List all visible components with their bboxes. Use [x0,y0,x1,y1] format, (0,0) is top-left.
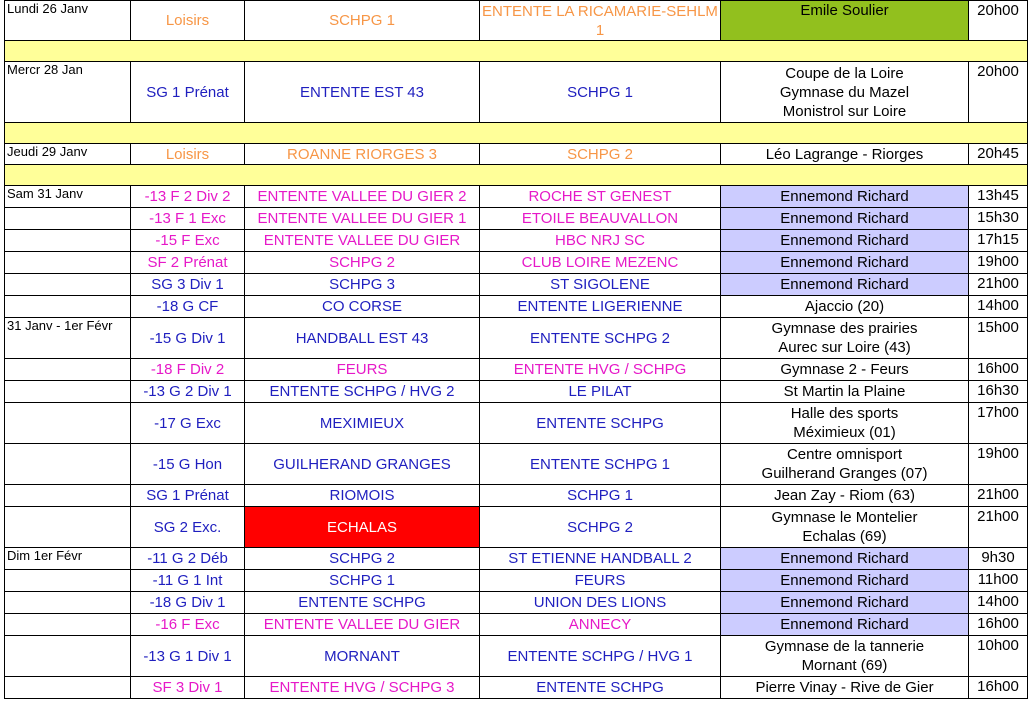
date-cell [5,485,131,507]
category-cell: -13 G 1 Div 1 [131,636,245,677]
home-team-cell: ENTENTE HVG / SCHPG 3 [245,677,480,699]
table-row [5,62,1028,123]
date-cell [5,614,131,636]
venue-cell: Ennemond Richard [721,548,969,570]
time-cell: 20h00 [969,1,1028,41]
table-row [5,507,1028,548]
venue-cell: Ennemond Richard [721,570,969,592]
away-team-cell: LE PILAT [480,381,721,403]
time-cell: 14h00 [969,296,1028,318]
table-row [5,359,1028,381]
venue-cell: Gymnase de la tannerie Mornant (69) [721,636,969,677]
table-row [5,570,1028,592]
home-team-cell: MORNANT [245,636,480,677]
home-team-cell: HANDBALL EST 43 [245,318,480,359]
home-team-cell: ROANNE RIORGES 3 [245,144,480,165]
separator-row [5,123,1028,144]
date-cell [5,636,131,677]
time-cell: 17h15 [969,230,1028,252]
venue-cell: Gymnase le Montelier Echalas (69) [721,507,969,548]
home-team-cell: ENTENTE VALLEE DU GIER [245,230,480,252]
separator-cell [5,123,1028,144]
venue-cell: Gymnase 2 - Feurs [721,359,969,381]
home-team-cell: FEURS [245,359,480,381]
separator-row [5,165,1028,186]
home-team-cell: SCHPG 3 [245,274,480,296]
category-cell: -18 G CF [131,296,245,318]
table-row [5,636,1028,677]
venue-cell: Ennemond Richard [721,208,969,230]
home-team-cell: GUILHERAND GRANGES [245,444,480,485]
time-cell: 19h00 [969,444,1028,485]
table-row [5,444,1028,485]
away-team-cell: CLUB LOIRE MEZENC [480,252,721,274]
category-cell: -11 G 1 Int [131,570,245,592]
venue-cell: Coupe de la Loire Gymnase du Mazel Monistrol sur Loire [721,62,969,123]
separator-row [5,41,1028,62]
table-row [5,252,1028,274]
category-cell: SG 3 Div 1 [131,274,245,296]
away-team-cell: FEURS [480,570,721,592]
venue-cell: Jean Zay - Riom (63) [721,485,969,507]
table-row [5,677,1028,699]
venue-cell: Gymnase des prairies Aurec sur Loire (43) [721,318,969,359]
table-row [5,318,1028,359]
time-cell: 21h00 [969,485,1028,507]
home-team-cell: ENTENTE SCHPG [245,592,480,614]
time-cell: 17h00 [969,403,1028,444]
date-cell [5,208,131,230]
category-cell: SG 1 Prénat [131,485,245,507]
time-cell: 15h30 [969,208,1028,230]
home-team-cell: ENTENTE VALLEE DU GIER [245,614,480,636]
away-team-cell: ANNECY [480,614,721,636]
category-cell: Loisirs [131,1,245,41]
separator-cell [5,165,1028,186]
table-row [5,296,1028,318]
venue-cell: Ennemond Richard [721,274,969,296]
venue-cell: Centre omnisport Guilherand Granges (07) [721,444,969,485]
category-cell: SF 3 Div 1 [131,677,245,699]
venue-cell: Ennemond Richard [721,252,969,274]
table-row [5,592,1028,614]
category-cell: SG 1 Prénat [131,62,245,123]
home-team-cell: SCHPG 2 [245,548,480,570]
table-row [5,186,1028,208]
date-cell: Jeudi 29 Janv [5,144,131,165]
venue-cell: Pierre Vinay - Rive de Gier [721,677,969,699]
away-team-cell: ENTENTE SCHPG 1 [480,444,721,485]
away-team-cell: ENTENTE SCHPG [480,403,721,444]
away-team-cell: ENTENTE SCHPG [480,677,721,699]
time-cell: 10h00 [969,636,1028,677]
away-team-cell: ST SIGOLENE [480,274,721,296]
venue-cell: Léo Lagrange - Riorges [721,144,969,165]
time-cell: 20h00 [969,62,1028,123]
table-row [5,208,1028,230]
away-team-cell: ENTENTE LA RICAMARIE-SEHLM 1 [480,1,721,41]
time-cell: 20h45 [969,144,1028,165]
time-cell: 9h30 [969,548,1028,570]
category-cell: -16 F Exc [131,614,245,636]
time-cell: 11h00 [969,570,1028,592]
home-team-cell: SCHPG 1 [245,1,480,41]
venue-cell: Ennemond Richard [721,592,969,614]
away-team-cell: ROCHE ST GENEST [480,186,721,208]
date-cell [5,252,131,274]
date-cell: Sam 31 Janv [5,186,131,208]
table-row [5,274,1028,296]
time-cell: 15h00 [969,318,1028,359]
home-team-cell: ENTENTE EST 43 [245,62,480,123]
date-cell: Dim 1er Févr [5,548,131,570]
away-team-cell: ETOILE BEAUVALLON [480,208,721,230]
table-row [5,403,1028,444]
time-cell: 16h00 [969,677,1028,699]
table-row [5,614,1028,636]
category-cell: -13 F 1 Exc [131,208,245,230]
away-team-cell: ENTENTE SCHPG 2 [480,318,721,359]
venue-cell: St Martin la Plaine [721,381,969,403]
time-cell: 16h30 [969,381,1028,403]
date-cell [5,274,131,296]
time-cell: 14h00 [969,592,1028,614]
home-team-cell: ENTENTE VALLEE DU GIER 2 [245,186,480,208]
match-schedule-table [4,0,1028,699]
date-cell [5,359,131,381]
category-cell: -18 G Div 1 [131,592,245,614]
date-cell [5,444,131,485]
category-cell: -17 G Exc [131,403,245,444]
date-cell [5,381,131,403]
table-row [5,485,1028,507]
category-cell: -15 G Div 1 [131,318,245,359]
category-cell: -11 G 2 Déb [131,548,245,570]
home-team-cell: SCHPG 2 [245,252,480,274]
category-cell: -15 G Hon [131,444,245,485]
time-cell: 21h00 [969,274,1028,296]
separator-cell [5,41,1028,62]
away-team-cell: ENTENTE SCHPG / HVG 1 [480,636,721,677]
time-cell: 19h00 [969,252,1028,274]
category-cell: -13 F 2 Div 2 [131,186,245,208]
home-team-cell: CO CORSE [245,296,480,318]
date-cell: Mercr 28 Jan [5,62,131,123]
away-team-cell: ENTENTE HVG / SCHPG [480,359,721,381]
home-team-cell: SCHPG 1 [245,570,480,592]
date-cell [5,403,131,444]
venue-cell: Ennemond Richard [721,186,969,208]
category-cell: -18 F Div 2 [131,359,245,381]
away-team-cell: UNION DES LIONS [480,592,721,614]
venue-cell: Ennemond Richard [721,230,969,252]
venue-cell: Halle des sports Méximieux (01) [721,403,969,444]
home-team-cell: MEXIMIEUX [245,403,480,444]
table-row [5,230,1028,252]
date-cell [5,592,131,614]
table-row [5,144,1028,165]
home-team-cell: RIOMOIS [245,485,480,507]
venue-cell: Ajaccio (20) [721,296,969,318]
away-team-cell: SCHPG 1 [480,62,721,123]
date-cell [5,296,131,318]
category-cell: -13 G 2 Div 1 [131,381,245,403]
away-team-cell: HBC NRJ SC [480,230,721,252]
category-cell: SF 2 Prénat [131,252,245,274]
category-cell: SG 2 Exc. [131,507,245,548]
date-cell: Lundi 26 Janv [5,1,131,41]
date-cell [5,570,131,592]
date-cell [5,507,131,548]
date-cell: 31 Janv - 1er Févr [5,318,131,359]
time-cell: 16h00 [969,614,1028,636]
venue-cell: Emile Soulier [721,1,969,41]
venue-cell: Ennemond Richard [721,614,969,636]
away-team-cell: ENTENTE LIGERIENNE [480,296,721,318]
away-team-cell: ST ETIENNE HANDBALL 2 [480,548,721,570]
category-cell: -15 F Exc [131,230,245,252]
away-team-cell: SCHPG 2 [480,507,721,548]
home-team-cell: ECHALAS [245,507,480,548]
time-cell: 16h00 [969,359,1028,381]
away-team-cell: SCHPG 1 [480,485,721,507]
date-cell [5,677,131,699]
home-team-cell: ENTENTE SCHPG / HVG 2 [245,381,480,403]
date-cell [5,230,131,252]
table-row [5,381,1028,403]
category-cell: Loisirs [131,144,245,165]
away-team-cell: SCHPG 2 [480,144,721,165]
table-row [5,548,1028,570]
time-cell: 13h45 [969,186,1028,208]
time-cell: 21h00 [969,507,1028,548]
table-row [5,1,1028,41]
home-team-cell: ENTENTE VALLEE DU GIER 1 [245,208,480,230]
